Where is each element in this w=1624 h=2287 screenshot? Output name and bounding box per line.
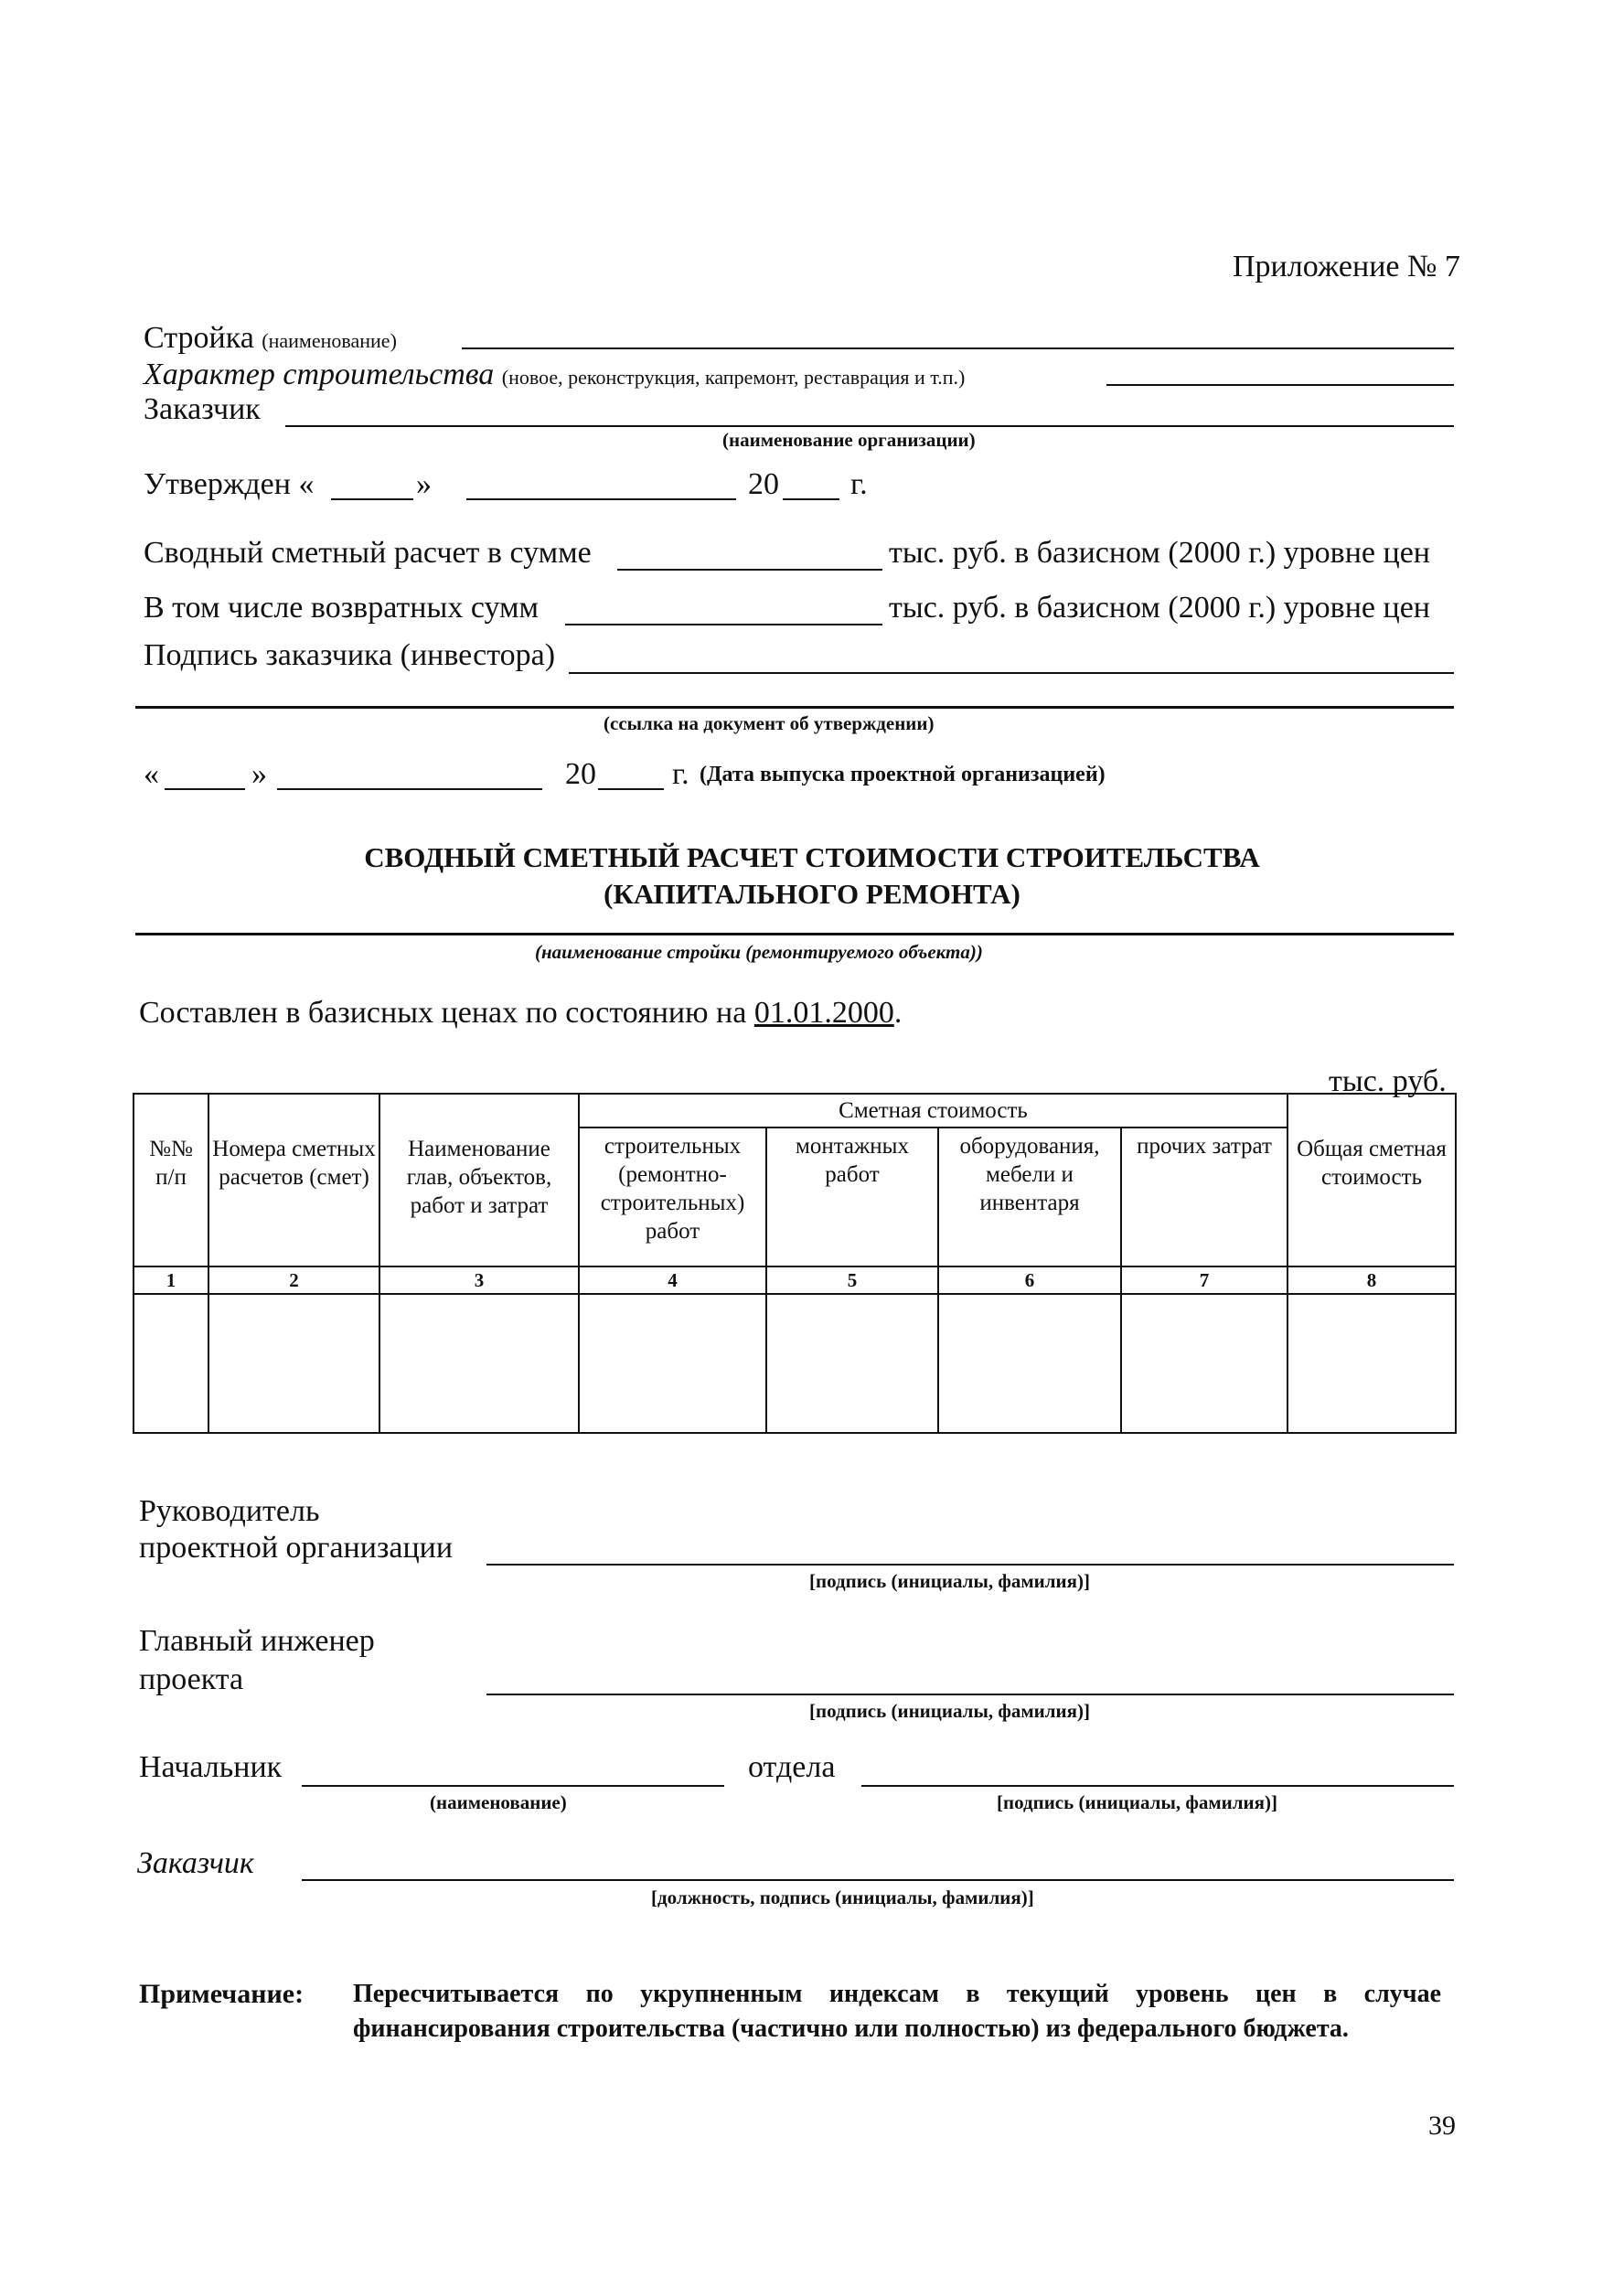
- date-year-suffix: г.: [672, 757, 689, 791]
- chief-label-1: Главный инженер: [139, 1624, 375, 1658]
- approved-month-field[interactable]: [466, 498, 736, 500]
- refund-field[interactable]: [565, 624, 882, 625]
- sign-label: Подпись заказчика (инвестора): [144, 638, 556, 672]
- table-header-row: [134, 1094, 1456, 1127]
- dept-caption: [подпись (инициалы, фамилия)]: [997, 1791, 1278, 1813]
- col-header-1: №№ п/п: [134, 1094, 208, 1266]
- approved-year-prefix: 20: [748, 467, 779, 501]
- date-note: (Дата выпуска проектной организацией): [700, 763, 1106, 786]
- dept-label: Начальник: [139, 1750, 283, 1784]
- approved-label: Утвержден «: [144, 467, 315, 501]
- object-field[interactable]: [135, 933, 1454, 935]
- col-header-4: строительных (ремонтно-строительных) работ: [579, 1127, 766, 1266]
- table-cell[interactable]: [579, 1294, 766, 1433]
- appendix-label: Приложение № 7: [1233, 250, 1460, 283]
- stroika-line: [144, 320, 397, 359]
- estimate-table: [133, 1093, 1457, 1434]
- character-field[interactable]: [1106, 384, 1454, 386]
- sign-field[interactable]: [569, 672, 1454, 674]
- customer-sign-label: Заказчик: [137, 1846, 254, 1880]
- group-header: Сметная стоимость: [579, 1094, 1287, 1127]
- table-cell[interactable]: [134, 1294, 208, 1433]
- note-text: Пересчитывается по укрупненным индексам в текущий уровень цен в случае финансирования строительства (частично или полностью) из федерального бюджета.: [353, 1980, 1441, 2043]
- col-number-7: 7: [1121, 1266, 1287, 1294]
- col-number-2: 2: [208, 1266, 379, 1294]
- base-prices-label: Составлен в базисных ценах по состоянию на: [139, 996, 747, 1030]
- note-label: Примечание:: [139, 1979, 304, 2009]
- col-number-8: 8: [1287, 1266, 1456, 1294]
- col-header-2: Номера сметных расчетов (смет): [208, 1094, 379, 1266]
- chief-caption: [подпись (инициалы, фамилия)]: [809, 1700, 1091, 1722]
- approved-year-field[interactable]: [783, 498, 839, 500]
- table-cell[interactable]: [938, 1294, 1121, 1433]
- doc-ref-field[interactable]: [135, 706, 1454, 709]
- object-caption: (наименование стройки (ремонтируемого объекта)): [535, 941, 983, 963]
- head-caption: [подпись (инициалы, фамилия)]: [809, 1570, 1091, 1592]
- chief-sign-field[interactable]: [486, 1694, 1454, 1695]
- character-line: [144, 357, 965, 396]
- col-header-7: прочих затрат: [1121, 1127, 1287, 1266]
- refund-units: тыс. руб. в базисном (2000 г.) уровне цен: [889, 591, 1430, 625]
- col-header-8: Общая сметная стоимость: [1287, 1094, 1456, 1266]
- chief-label-2: проекта: [139, 1662, 244, 1696]
- summary-label: Сводный сметный расчет в сумме: [144, 536, 592, 570]
- units-label: тыс. руб.: [1329, 1064, 1447, 1098]
- table-cell[interactable]: [1121, 1294, 1287, 1433]
- refund-label: В том числе возвратных сумм: [144, 591, 540, 625]
- dept-word: отдела: [748, 1750, 836, 1784]
- col-number-6: 6: [938, 1266, 1121, 1294]
- col-number-4: 4: [579, 1266, 766, 1294]
- head-label-1: Руководитель: [139, 1494, 320, 1528]
- base-prices-line: [139, 995, 902, 1031]
- date-year-prefix: 20: [565, 757, 596, 791]
- date-year-field[interactable]: [598, 788, 664, 790]
- stroika-label: Стройка: [144, 321, 254, 355]
- customer-sign-caption: [должность, подпись (инициалы, фамилия)]: [651, 1886, 1034, 1908]
- col-header-3: Наименование глав, объектов, работ и затрат: [379, 1094, 579, 1266]
- doc-title-line2: (КАПИТАЛЬНОГО РЕМОНТА): [604, 878, 1020, 910]
- table-cell[interactable]: [766, 1294, 938, 1433]
- head-label-2: проектной организации: [139, 1531, 454, 1565]
- date-open: «: [144, 757, 159, 791]
- table-row: [134, 1294, 1456, 1433]
- table-number-row: [134, 1266, 1456, 1294]
- character-hint: (новое, реконструкция, капремонт, реставрация и т.п.): [501, 366, 966, 389]
- col-number-1: 1: [134, 1266, 208, 1294]
- table-cell[interactable]: [208, 1294, 379, 1433]
- doc-ref-caption: (ссылка на документ об утверждении): [604, 712, 935, 734]
- approved-close: »: [416, 467, 432, 501]
- stroika-hint: (наименование): [262, 329, 397, 352]
- table-cell[interactable]: [1287, 1294, 1456, 1433]
- col-number-3: 3: [379, 1266, 579, 1294]
- date-month-field[interactable]: [277, 788, 542, 790]
- summary-units: тыс. руб. в базисном (2000 г.) уровне цен: [889, 536, 1430, 570]
- dept-sign-field[interactable]: [861, 1785, 1454, 1787]
- col-header-5: монтажных работ: [766, 1127, 938, 1266]
- dept-name-field[interactable]: [302, 1785, 724, 1787]
- date-day-field[interactable]: [165, 788, 245, 790]
- summary-field[interactable]: [617, 569, 882, 571]
- stroika-field[interactable]: [462, 347, 1454, 349]
- col-number-5: 5: [766, 1266, 938, 1294]
- character-label: Характер строительства: [144, 358, 495, 391]
- page-number: 39: [1428, 2111, 1456, 2141]
- customer-caption: (наименование организации): [722, 429, 976, 451]
- customer-label: Заказчик: [144, 392, 261, 426]
- approved-day-field[interactable]: [331, 498, 413, 500]
- approved-year-suffix: г.: [850, 467, 868, 501]
- table-cell[interactable]: [379, 1294, 579, 1433]
- col-header-6: оборудования, мебели и инвентаря: [938, 1127, 1121, 1266]
- head-sign-field[interactable]: [486, 1564, 1454, 1566]
- customer-field[interactable]: [285, 425, 1454, 427]
- dept-name-caption: (наименование): [430, 1791, 567, 1813]
- doc-title-line1: СВОДНЫЙ СМЕТНЫЙ РАСЧЕТ СТОИМОСТИ СТРОИТЕЛЬСТВА: [364, 841, 1260, 873]
- date-close: »: [251, 757, 267, 791]
- base-date-dot: .: [893, 996, 903, 1030]
- base-date: 01.01.2000: [753, 996, 894, 1030]
- customer-sign-field[interactable]: [302, 1879, 1454, 1881]
